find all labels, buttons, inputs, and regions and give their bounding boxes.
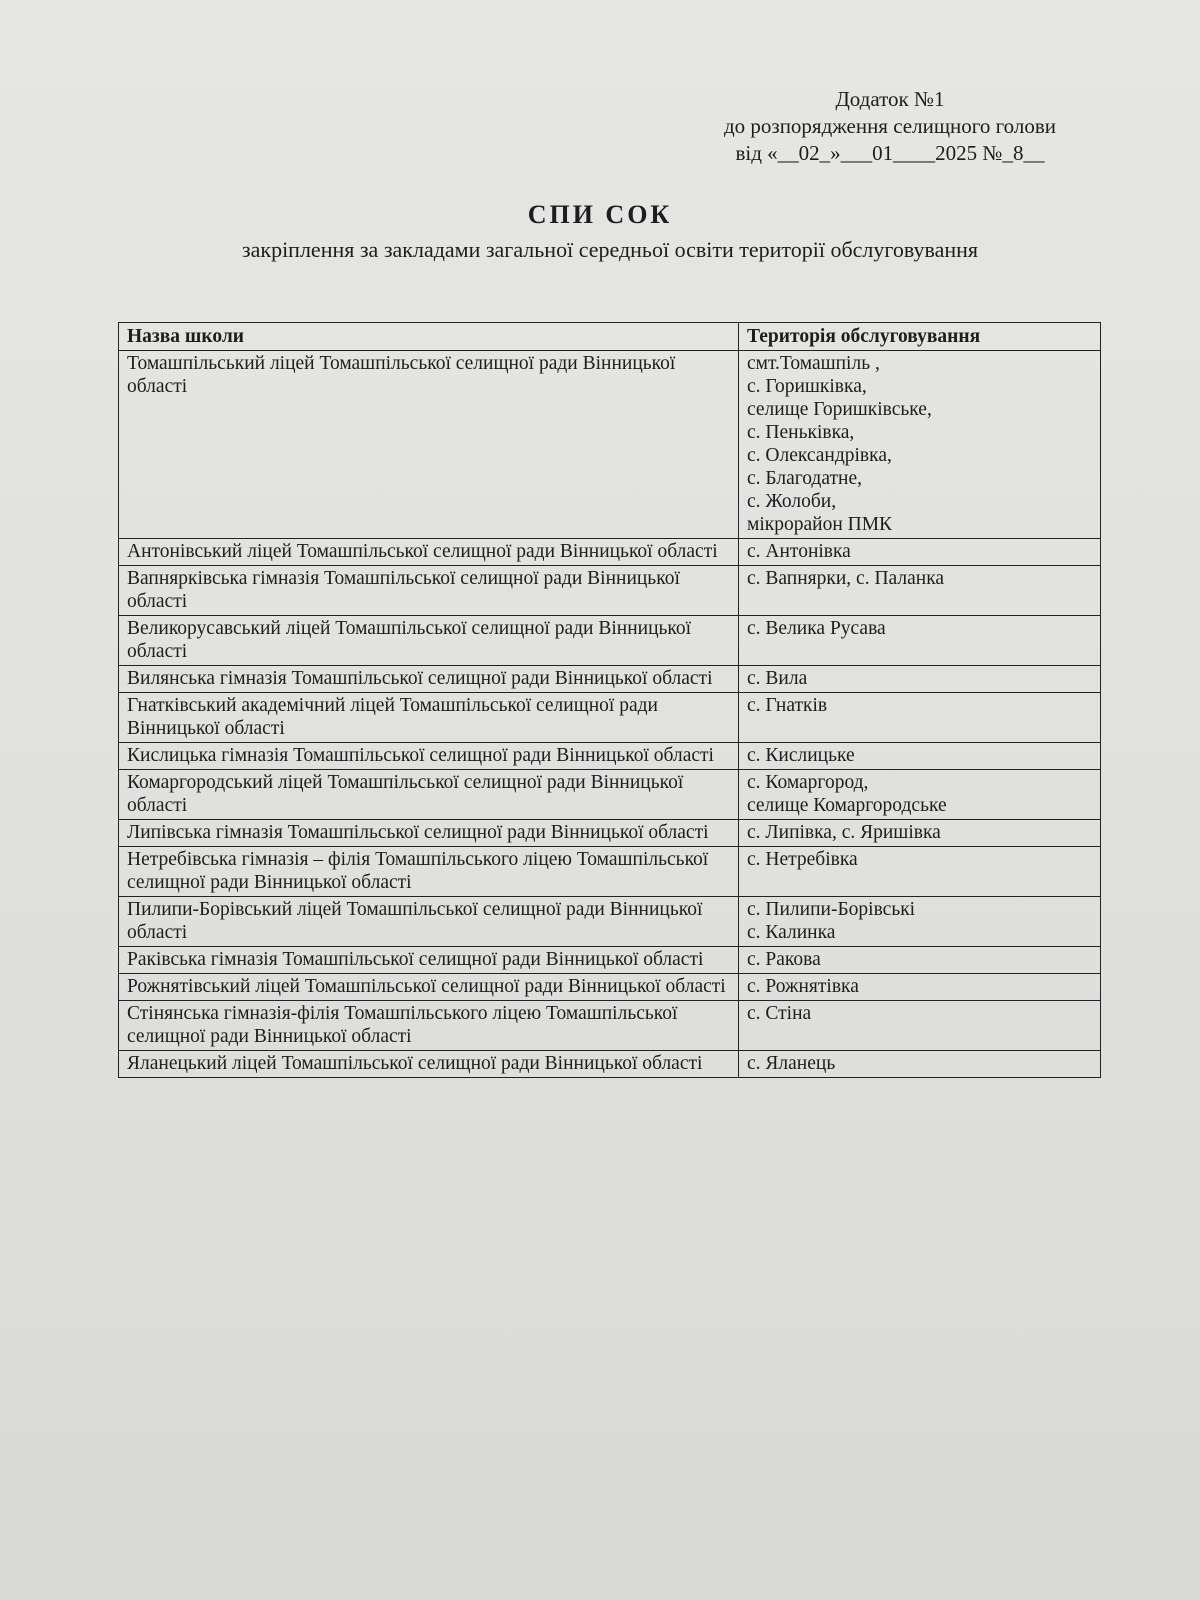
territory-item: с. Благодатне, <box>747 468 862 489</box>
school-name-cell: Антонівський ліцей Томашпільської селищної ради Вінницької області <box>119 539 739 566</box>
territory-item: с. Калинка <box>747 922 836 943</box>
territory-item: мікрорайон ПМК <box>747 514 893 535</box>
school-name-cell: Кислицька гімназія Томашпільської селищної ради Вінницької області <box>119 743 739 770</box>
school-name-cell: Пилипи-Борівський ліцей Томашпільської селищної ради Вінницької області <box>119 897 739 947</box>
table-row <box>119 566 1101 616</box>
school-name-cell: Гнатківський академічний ліцей Томашпільської селищної ради Вінницької області <box>119 693 739 743</box>
territory-cell <box>739 820 1101 847</box>
appendix-number: Додаток №1 <box>835 87 945 111</box>
table-row <box>119 770 1101 820</box>
territory-item: с. Гнатків <box>747 695 828 716</box>
table-body <box>119 351 1101 1078</box>
table-row <box>119 1001 1101 1051</box>
school-name-cell: Липівська гімназія Томашпільської селищної ради Вінницької області <box>119 820 739 847</box>
appendix-reference: до розпорядження селищного голови <box>723 114 1057 138</box>
territory-item: с. Пилипи-Борівські <box>747 899 916 920</box>
school-name-cell: Вапнярківська гімназія Томашпільської селищної ради Вінницької області <box>119 566 739 616</box>
school-name-cell: Комаргородський ліцей Томашпільської селищної ради Вінницької області <box>119 770 739 820</box>
table-row <box>119 351 1101 539</box>
header-school-name: Назва школи <box>119 323 739 351</box>
table-row <box>119 743 1101 770</box>
school-name-cell: Великорусавський ліцей Томашпільської селищної ради Вінницької області <box>119 616 739 666</box>
table-header-row <box>119 323 1101 351</box>
appendix-date-number: від «__02_»___01____2025 №_8__ <box>735 141 1045 165</box>
school-name-cell: Томашпільський ліцей Томашпільської селищної ради Вінницької області <box>119 351 739 539</box>
table-row <box>119 947 1101 974</box>
territory-item: с. Нетребівка <box>747 849 858 870</box>
territory-cell <box>739 1051 1101 1078</box>
schools-table <box>118 322 1101 1078</box>
territory-cell <box>739 974 1101 1001</box>
territory-cell <box>739 897 1101 947</box>
territory-item: селище Комаргородське <box>747 795 947 816</box>
territory-cell <box>739 351 1101 539</box>
territory-item: с. Яланець <box>747 1053 836 1074</box>
territory-cell <box>739 743 1101 770</box>
territory-item: с. Вапнярки, с. Паланка <box>747 568 945 589</box>
school-name-cell: Нетребівська гімназія – філія Томашпільського ліцею Томашпільської селищної ради Вінницької області <box>119 847 739 897</box>
territory-cell <box>739 616 1101 666</box>
territory-cell <box>739 693 1101 743</box>
table-row <box>119 847 1101 897</box>
table-row <box>119 693 1101 743</box>
table-row <box>119 666 1101 693</box>
territory-item: с. Олександрівка, <box>747 445 892 466</box>
territory-item: с. Рожнятівка <box>747 976 859 997</box>
territory-item: с. Липівка, с. Яришівка <box>747 822 941 843</box>
table-row <box>119 539 1101 566</box>
territory-item: с. Пеньківка, <box>747 422 855 443</box>
territory-item: с. Кислицьке <box>747 745 855 766</box>
territory-cell <box>739 947 1101 974</box>
territory-item: с. Горишківка, <box>747 376 867 397</box>
territory-item: с. Велика Русава <box>747 618 886 639</box>
territory-cell <box>739 1001 1101 1051</box>
table-row <box>119 820 1101 847</box>
territory-item: селище Горишківське, <box>747 399 932 420</box>
table-row <box>119 897 1101 947</box>
territory-item: с. Комаргород, <box>747 772 869 793</box>
document-subtitle: закріплення за закладами загальної середньої освіти території обслуговування <box>241 237 979 262</box>
school-name-cell: Яланецький ліцей Томашпільської селищної ради Вінницької області <box>119 1051 739 1078</box>
school-name-cell: Вилянська гімназія Томашпільської селищної ради Вінницької області <box>119 666 739 693</box>
territory-item: с. Жолоби, <box>747 491 837 512</box>
appendix-header <box>660 86 1120 167</box>
school-name-cell: Стінянська гімназія-філія Томашпільського ліцею Томашпільської селищної ради Вінницької області <box>119 1001 739 1051</box>
territory-item: с. Вила <box>747 668 808 689</box>
territory-item: с. Стіна <box>747 1003 812 1024</box>
school-name-cell: Рожнятівський ліцей Томашпільської селищної ради Вінницької області <box>119 974 739 1001</box>
territory-cell <box>739 770 1101 820</box>
territory-cell <box>739 566 1101 616</box>
territory-cell <box>739 666 1101 693</box>
table-row <box>119 974 1101 1001</box>
territory-item: с. Антонівка <box>747 541 851 562</box>
territory-cell <box>739 539 1101 566</box>
table-row <box>119 616 1101 666</box>
header-territory: Територія обслуговування <box>739 323 1101 351</box>
territory-cell <box>739 847 1101 897</box>
document-title: СПИ СОК <box>527 200 673 229</box>
table-row <box>119 1051 1101 1078</box>
territory-item: с. Ракова <box>747 949 821 970</box>
territory-item: смт.Томашпіль , <box>747 353 880 374</box>
school-name-cell: Раківська гімназія Томашпільської селищної ради Вінницької області <box>119 947 739 974</box>
